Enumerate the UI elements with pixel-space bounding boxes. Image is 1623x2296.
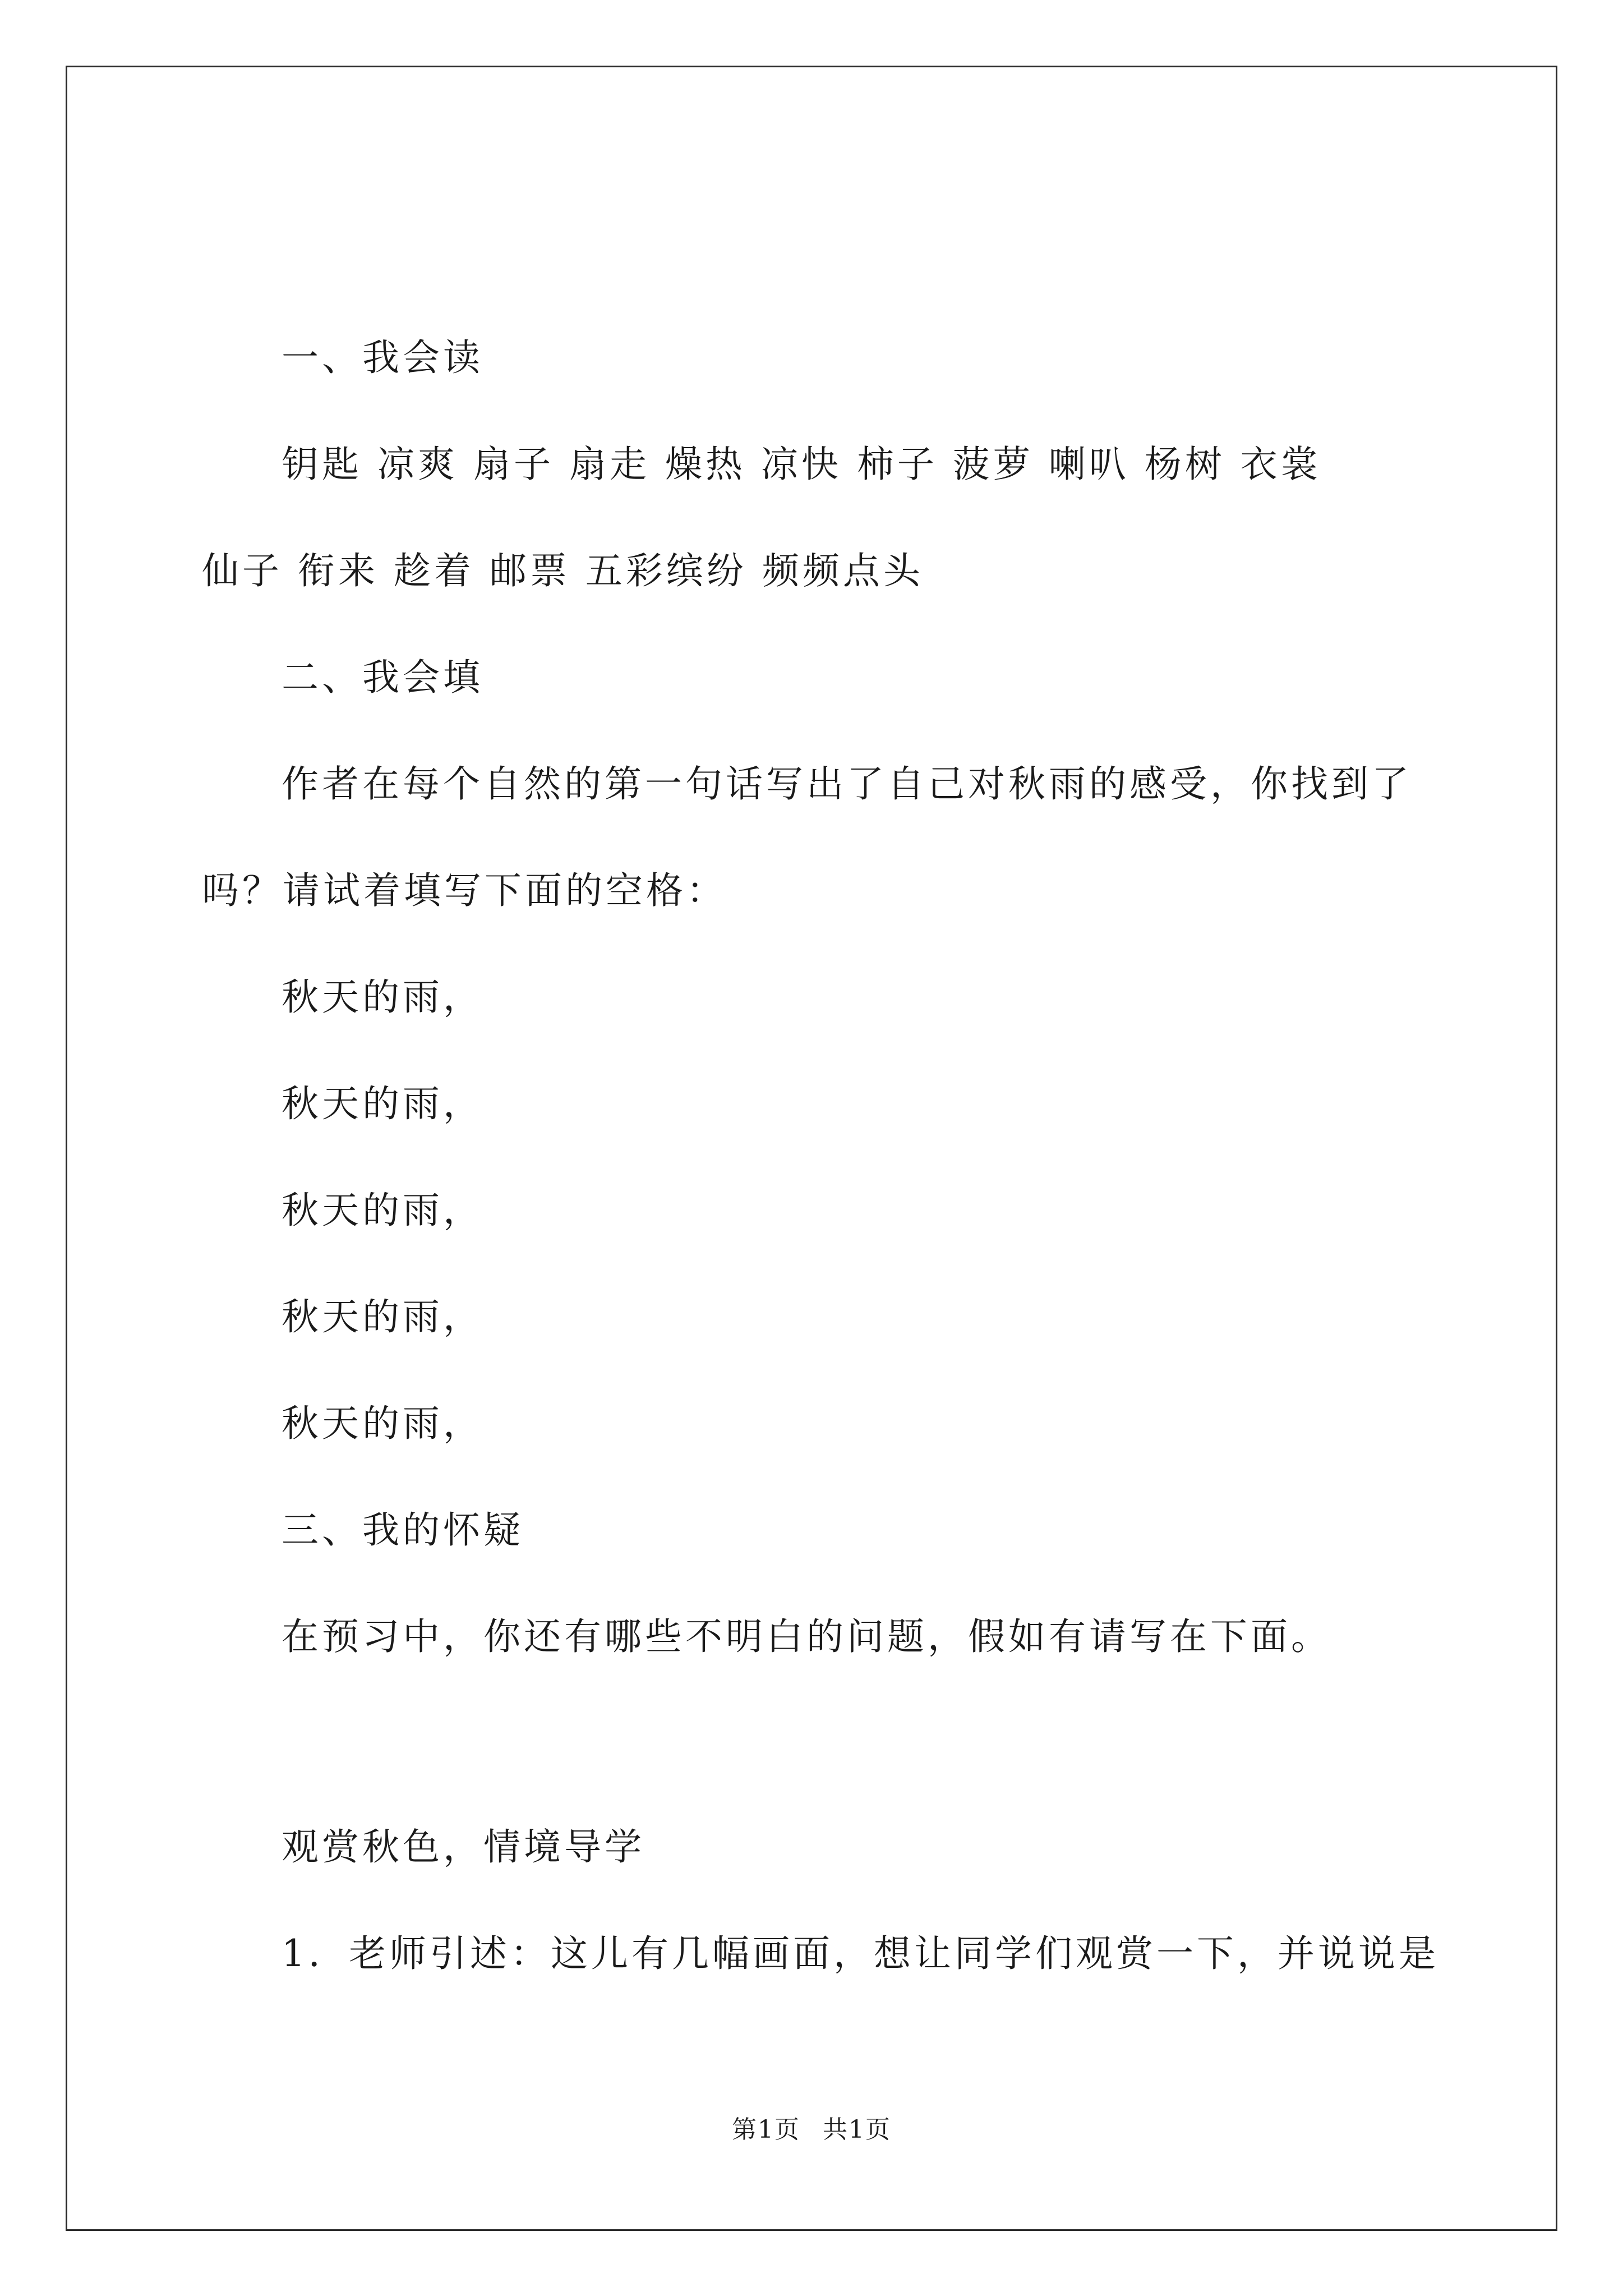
paragraph-line: 1．老师引述：这儿有几幅画面，想让同学们观赏一下，并说说是 bbox=[282, 1932, 1439, 1975]
fill-blank-line: 秋天的雨， bbox=[282, 1402, 483, 1445]
fill-blank-line: 秋天的雨， bbox=[282, 1082, 483, 1125]
fill-blank-line: 秋天的雨， bbox=[282, 1295, 483, 1338]
fill-blank-line: 秋天的雨， bbox=[282, 1189, 483, 1232]
fill-blank-line: 秋天的雨， bbox=[282, 976, 483, 1019]
page-border bbox=[66, 66, 1557, 2231]
page-number: 第1页 bbox=[732, 2115, 800, 2144]
section-heading-view: 观赏秋色，情境导学 bbox=[282, 1825, 645, 1869]
section-heading-doubt: 三、我的怀疑 bbox=[282, 1508, 524, 1552]
section-heading-fill: 二、我会填 bbox=[282, 656, 483, 699]
section-heading-read: 一、我会读 bbox=[282, 336, 483, 379]
paragraph-line: 钥匙 凉爽 扇子 扇走 燥热 凉快 柿子 菠萝 喇叭 杨树 衣裳 bbox=[282, 443, 1321, 486]
paragraph-line: 仙子 衔来 趁着 邮票 五彩缤纷 频频点头 bbox=[202, 549, 924, 592]
page-total: 共1页 bbox=[823, 2115, 891, 2144]
paragraph-line: 吗？请试着填写下面的空格： bbox=[202, 869, 727, 912]
paragraph-line: 作者在每个自然的第一句话写出了自己对秋雨的感受，你找到了 bbox=[282, 762, 1412, 806]
paragraph-line: 在预习中，你还有哪些不明白的问题，假如有请写在下面。 bbox=[282, 1615, 1331, 1658]
page-footer bbox=[0, 2109, 1623, 2145]
